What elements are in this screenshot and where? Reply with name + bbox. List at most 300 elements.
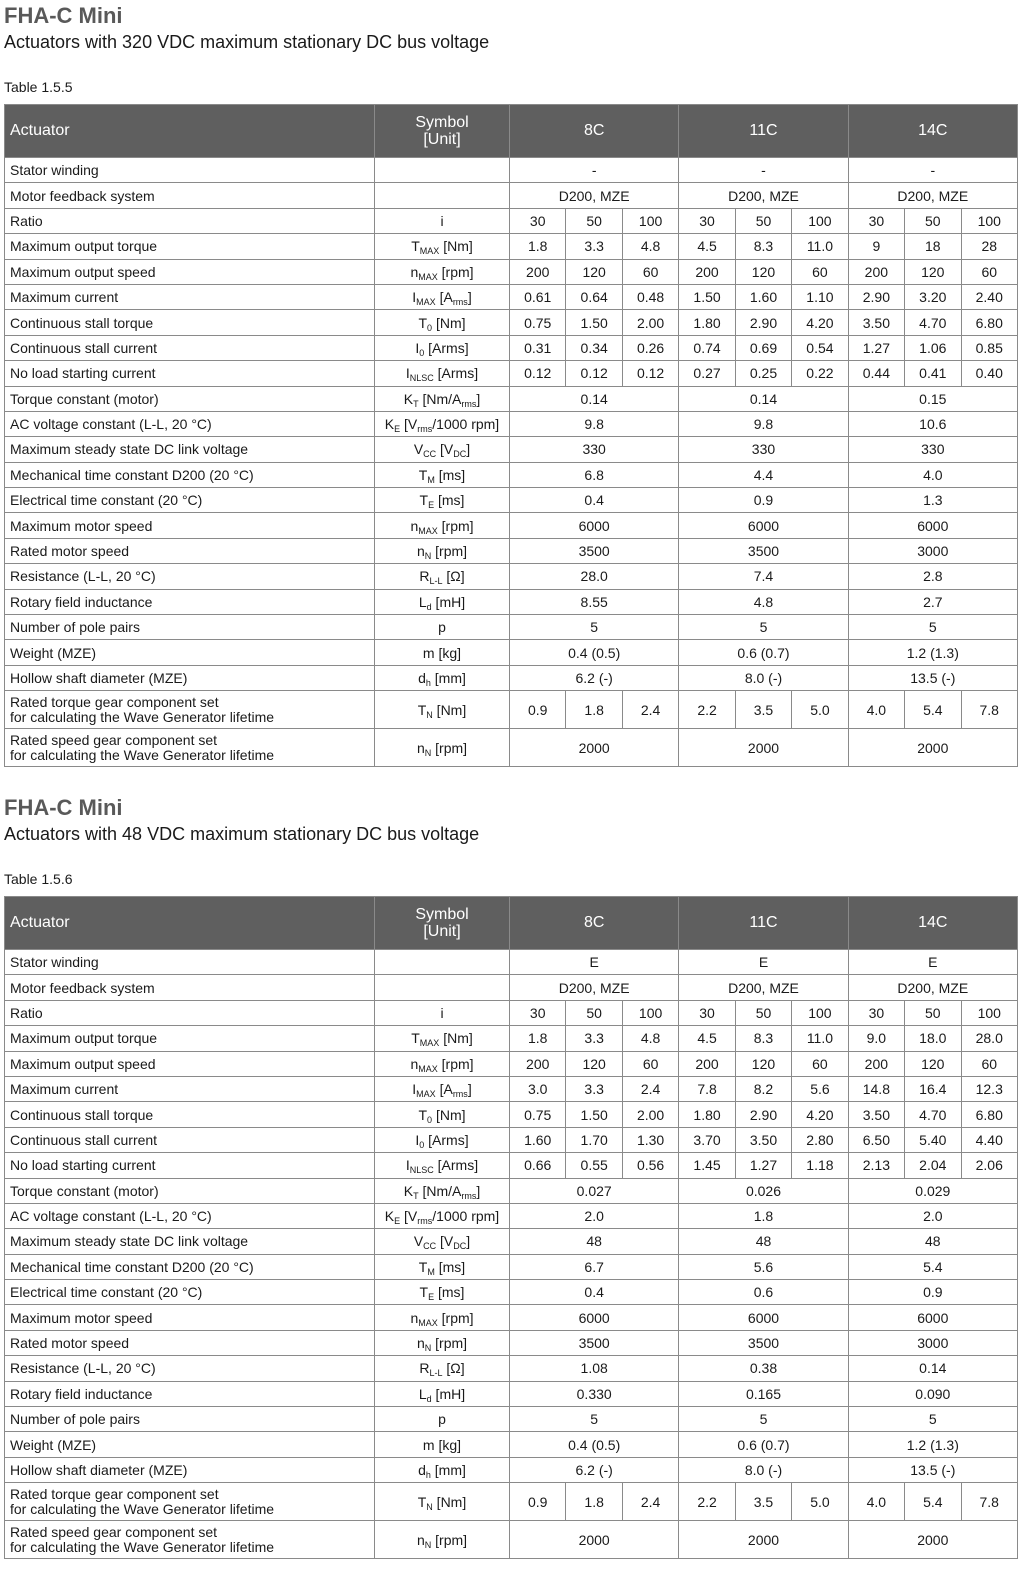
value-cell-merged: 330 <box>848 437 1017 462</box>
symbol-unit: [Nm] <box>439 238 473 255</box>
value-cell: 0.74 <box>679 335 735 360</box>
header-unit: [Unit] <box>423 923 461 940</box>
row-label <box>5 1153 375 1178</box>
row-symbol <box>375 975 510 1000</box>
symbol-unit: [mm] <box>430 670 466 686</box>
row-label <box>5 183 375 208</box>
unit-subscript: rms <box>461 398 477 409</box>
row-symbol <box>375 1483 510 1521</box>
row-symbol <box>375 1305 510 1330</box>
row-symbol <box>375 361 510 386</box>
value-cell: 1.8 <box>566 1483 622 1521</box>
row-label-line2: for calculating the Wave Generator lifetime <box>10 1538 275 1555</box>
value-cell-merged: 2.7 <box>848 589 1017 614</box>
value-cell: 0.22 <box>792 361 848 386</box>
row-label <box>5 1407 375 1432</box>
symbol-unit: [V <box>436 1233 454 1250</box>
symbol-subscript: E <box>394 1216 401 1227</box>
value-cell-merged: 2.0 <box>848 1203 1017 1228</box>
value-cell: 200 <box>679 1051 735 1076</box>
row-label-text: Maximum output torque <box>10 1030 158 1047</box>
symbol-unit: [mm] <box>430 1462 466 1478</box>
row-label <box>5 975 375 1000</box>
value-cell-merged: 5 <box>848 615 1017 640</box>
value-cell-merged: 2.8 <box>848 564 1017 589</box>
value-cell: 100 <box>961 1000 1017 1025</box>
table-row <box>5 335 1018 360</box>
row-symbol <box>375 1407 510 1432</box>
unit-end: ] <box>466 1233 471 1250</box>
unit-subscript: DC <box>453 1241 467 1252</box>
section-subtitle: Actuators with 320 VDC maximum stationary DC bus voltage <box>4 32 490 52</box>
row-symbol <box>375 538 510 563</box>
table-row <box>5 1457 1018 1482</box>
value-cell: 50 <box>905 1000 961 1025</box>
header-size-11c: 11C <box>679 105 848 158</box>
symbol-subscript: 0 <box>427 322 433 333</box>
value-cell-merged: 6.7 <box>510 1254 679 1279</box>
value-cell: 1.50 <box>566 310 622 335</box>
row-label-line1: Rated speed gear component set <box>10 731 218 748</box>
symbol-unit: [Arms] <box>424 339 469 356</box>
symbol-unit: [rpm] <box>431 739 468 756</box>
value-cell: 30 <box>510 1000 566 1025</box>
symbol-letter: d <box>418 670 426 686</box>
row-label-text: Continuous stall torque <box>10 1106 154 1123</box>
symbol-unit: [rpm] <box>437 1309 474 1326</box>
row-label <box>5 1229 375 1254</box>
value-cell: 2.4 <box>622 691 678 729</box>
value-cell: 3.5 <box>735 691 791 729</box>
table-row <box>5 1229 1018 1254</box>
value-cell: 1.10 <box>792 284 848 309</box>
value-cell-merged: 0.4 <box>510 1280 679 1305</box>
table-row <box>5 513 1018 538</box>
row-label-text: Torque constant (motor) <box>10 1182 159 1199</box>
value-cell: 5.4 <box>905 691 961 729</box>
row-label <box>5 1356 375 1381</box>
value-cell-merged: 2000 <box>510 1521 679 1559</box>
value-cell-merged: 2000 <box>848 729 1017 767</box>
value-cell-merged: 1.2 (1.3) <box>848 640 1017 665</box>
value-cell: 6.80 <box>961 310 1017 335</box>
row-symbol <box>375 1432 510 1457</box>
symbol-subscript: MAX <box>416 297 436 308</box>
symbol-unit: [ms] <box>434 466 466 483</box>
row-label <box>5 488 375 513</box>
value-cell: 0.44 <box>848 361 904 386</box>
value-cell: 12.3 <box>961 1076 1017 1101</box>
symbol-letter: T <box>411 238 420 255</box>
value-cell-merged: 4.0 <box>848 462 1017 487</box>
value-cell: 0.25 <box>735 361 791 386</box>
row-symbol <box>375 1178 510 1203</box>
value-cell: 60 <box>961 259 1017 284</box>
symbol-letter: n <box>416 543 425 560</box>
row-symbol <box>375 1026 510 1051</box>
value-cell: 1.50 <box>566 1102 622 1127</box>
symbol-letter: T <box>411 1030 420 1047</box>
row-symbol <box>375 335 510 360</box>
value-cell: 9.0 <box>848 1026 904 1051</box>
value-cell: 0.75 <box>510 1102 566 1127</box>
value-cell: 60 <box>792 1051 848 1076</box>
symbol-subscript: E <box>428 500 435 511</box>
symbol-letter: V <box>413 1233 424 1250</box>
value-cell: 0.26 <box>622 335 678 360</box>
spec-table-1-5-5 <box>4 104 1018 767</box>
row-label-text: AC voltage constant (L-L, 20 °C) <box>10 416 212 433</box>
value-cell-merged: 5 <box>848 1407 1017 1432</box>
value-cell: 1.60 <box>510 1127 566 1152</box>
value-cell: 3.3 <box>566 234 622 259</box>
symbol-subscript: E <box>428 1292 435 1303</box>
value-cell: 0.12 <box>510 361 566 386</box>
table-row <box>5 538 1018 563</box>
value-cell: 1.45 <box>679 1153 735 1178</box>
table-row <box>5 564 1018 589</box>
row-symbol <box>375 1203 510 1228</box>
symbol-subscript: h <box>425 1470 431 1480</box>
symbol-unit: [rpm] <box>437 517 474 534</box>
header-symbol-unit <box>375 105 510 158</box>
value-cell: 18.0 <box>905 1026 961 1051</box>
value-cell-merged: 6000 <box>848 513 1017 538</box>
value-cell: 5.4 <box>905 1483 961 1521</box>
symbol-subscript: d <box>426 601 432 612</box>
value-cell: 0.41 <box>905 361 961 386</box>
table-row <box>5 1280 1018 1305</box>
value-cell-merged: 3500 <box>510 538 679 563</box>
row-label-text: Maximum steady state DC link voltage <box>10 1233 249 1250</box>
value-cell-merged: 8.0 (-) <box>679 1457 848 1482</box>
value-cell: 1.50 <box>679 284 735 309</box>
symbol-letter: i <box>440 1004 444 1021</box>
row-label-text: No load starting current <box>10 1157 156 1174</box>
row-symbol <box>375 386 510 411</box>
row-symbol <box>375 437 510 462</box>
value-cell-merged: D200, MZE <box>848 975 1017 1000</box>
table-row <box>5 1254 1018 1279</box>
value-cell-merged: 2000 <box>848 1521 1017 1559</box>
row-label-text: Number of pole pairs <box>10 1411 140 1428</box>
value-cell: 28.0 <box>961 1026 1017 1051</box>
row-label-text: Mechanical time constant D200 (20 °C) <box>10 466 254 483</box>
row-label-text: No load starting current <box>10 365 156 382</box>
row-symbol <box>375 1254 510 1279</box>
row-symbol <box>375 183 510 208</box>
symbol-letter: T <box>419 1284 429 1301</box>
value-cell-merged: 0.14 <box>679 386 848 411</box>
value-cell: 0.48 <box>622 284 678 309</box>
value-cell: 2.4 <box>622 1076 678 1101</box>
value-cell: 0.9 <box>510 691 566 729</box>
row-label-text: Maximum motor speed <box>10 1309 153 1326</box>
row-label <box>5 1280 375 1305</box>
row-label <box>5 1203 375 1228</box>
value-cell: 0.85 <box>961 335 1017 360</box>
unit-end: ] <box>476 390 481 407</box>
symbol-subscript: N <box>424 1343 432 1354</box>
value-cell: 2.40 <box>961 284 1017 309</box>
value-cell: 3.3 <box>566 1026 622 1051</box>
row-label-text: Ratio <box>10 212 43 229</box>
value-cell-merged: 0.14 <box>510 386 679 411</box>
row-symbol <box>375 259 510 284</box>
value-cell-merged: 0.6 (0.7) <box>679 1432 848 1457</box>
header-size-11c: 11C <box>679 897 848 950</box>
symbol-letter: T <box>419 492 429 509</box>
value-cell: 60 <box>961 1051 1017 1076</box>
row-label <box>5 1432 375 1457</box>
header-size-8c: 8C <box>510 897 679 950</box>
table-row <box>5 437 1018 462</box>
table-row <box>5 284 1018 309</box>
value-cell: 120 <box>905 259 961 284</box>
value-cell-merged: 0.027 <box>510 1178 679 1203</box>
row-label-text: Maximum output speed <box>10 1055 156 1072</box>
row-symbol <box>375 1051 510 1076</box>
row-label-text: Motor feedback system <box>10 187 155 204</box>
row-label <box>5 158 375 183</box>
table-body <box>5 158 1018 767</box>
row-label <box>5 1051 375 1076</box>
value-cell-merged: 5.4 <box>848 1254 1017 1279</box>
value-cell: 2.90 <box>735 310 791 335</box>
symbol-unit: [rpm] <box>437 263 474 280</box>
value-cell: 2.04 <box>905 1153 961 1178</box>
value-cell: 8.2 <box>735 1076 791 1101</box>
symbol-unit: [Nm] <box>432 1106 466 1123</box>
symbol-letter: K <box>403 1182 414 1199</box>
section-subtitle: Actuators with 48 VDC maximum stationary DC bus voltage <box>4 824 480 844</box>
row-label <box>5 208 375 233</box>
value-cell: 50 <box>735 1000 791 1025</box>
row-label-line1: Rated torque gear component set <box>10 1485 219 1502</box>
symbol-unit: [V <box>436 441 454 458</box>
row-symbol <box>375 615 510 640</box>
symbol-letter: I <box>415 339 420 356</box>
value-cell: 1.80 <box>679 1102 735 1127</box>
header-symbol-unit <box>375 897 510 950</box>
value-cell: 11.0 <box>792 234 848 259</box>
symbol-letter: n <box>416 739 425 756</box>
table-row <box>5 234 1018 259</box>
table-row <box>5 183 1018 208</box>
value-cell-merged: 28.0 <box>510 564 679 589</box>
symbol-unit: [Nm/A <box>418 390 462 407</box>
row-symbol <box>375 513 510 538</box>
value-cell: 1.30 <box>622 1127 678 1152</box>
row-label-text: Continuous stall current <box>10 339 158 356</box>
value-cell-merged: 4.8 <box>679 589 848 614</box>
unit-subscript: DC <box>453 449 467 460</box>
table-row <box>5 411 1018 436</box>
row-label-text: Resistance (L-L, 20 °C) <box>10 568 156 585</box>
value-cell: 1.27 <box>848 335 904 360</box>
value-cell-merged: 2000 <box>510 729 679 767</box>
row-label <box>5 1305 375 1330</box>
value-cell: 200 <box>848 1051 904 1076</box>
value-cell-merged: 48 <box>679 1229 848 1254</box>
value-cell: 2.2 <box>679 691 735 729</box>
symbol-letter: I <box>412 289 417 306</box>
value-cell-merged: D200, MZE <box>679 183 848 208</box>
table-row <box>5 386 1018 411</box>
value-cell-merged: D200, MZE <box>848 183 1017 208</box>
value-cell-merged: 0.026 <box>679 1178 848 1203</box>
symbol-subscript: CC <box>423 1241 437 1252</box>
value-cell-merged: 1.8 <box>679 1203 848 1228</box>
value-cell-merged: 6000 <box>510 513 679 538</box>
value-cell: 0.34 <box>566 335 622 360</box>
symbol-subscript: NLSC <box>409 373 434 384</box>
value-cell: 4.8 <box>622 234 678 259</box>
table-row <box>5 1026 1018 1051</box>
value-cell-merged: 0.9 <box>848 1280 1017 1305</box>
table-row <box>5 640 1018 665</box>
symbol-letter: K <box>384 1208 395 1225</box>
row-label <box>5 1330 375 1355</box>
value-cell: 50 <box>566 208 622 233</box>
value-cell-merged: 6.8 <box>510 462 679 487</box>
value-cell: 5.0 <box>792 1483 848 1521</box>
value-cell-merged: 2.0 <box>510 1203 679 1228</box>
symbol-subscript: L-L <box>429 576 443 587</box>
symbol-unit: [A <box>435 1081 453 1098</box>
value-cell: 7.8 <box>961 691 1017 729</box>
value-cell: 120 <box>905 1051 961 1076</box>
row-symbol <box>375 1356 510 1381</box>
unit-end: /1000 rpm] <box>432 416 500 433</box>
symbol-subscript: E <box>394 424 401 435</box>
table-row <box>5 1381 1018 1406</box>
row-label-text: Stator winding <box>10 954 99 971</box>
value-cell: 3.70 <box>679 1127 735 1152</box>
value-cell-merged: 0.38 <box>679 1356 848 1381</box>
value-cell: 3.5 <box>735 1483 791 1521</box>
value-cell: 60 <box>792 259 848 284</box>
value-cell: 5.40 <box>905 1127 961 1152</box>
row-symbol <box>375 284 510 309</box>
symbol-subscript: MAX <box>419 246 440 257</box>
symbol-subscript: MAX <box>419 1038 440 1049</box>
value-cell: 4.40 <box>961 1127 1017 1152</box>
header-size-14c: 14C <box>848 897 1017 950</box>
row-symbol <box>375 1381 510 1406</box>
value-cell: 30 <box>679 208 735 233</box>
value-cell-merged: 0.165 <box>679 1381 848 1406</box>
value-cell-merged: 6000 <box>679 1305 848 1330</box>
table-row <box>5 1483 1018 1521</box>
row-label <box>5 1483 375 1521</box>
value-cell: 4.8 <box>622 1026 678 1051</box>
value-cell: 2.00 <box>622 310 678 335</box>
value-cell-merged: 9.8 <box>679 411 848 436</box>
value-cell-merged: 5 <box>510 1407 679 1432</box>
table-row <box>5 158 1018 183</box>
value-cell-merged: 8.0 (-) <box>679 665 848 690</box>
value-cell: 18 <box>905 234 961 259</box>
value-cell-merged: 3000 <box>848 538 1017 563</box>
row-label-text: Weight (MZE) <box>10 1436 97 1453</box>
value-cell: 1.80 <box>679 310 735 335</box>
symbol-letter: T <box>417 1493 427 1510</box>
row-label-text: Hollow shaft diameter (MZE) <box>10 670 188 686</box>
value-cell: 100 <box>622 208 678 233</box>
value-cell: 100 <box>622 1000 678 1025</box>
value-cell: 2.2 <box>679 1483 735 1521</box>
value-cell: 11.0 <box>792 1026 848 1051</box>
value-cell: 0.55 <box>566 1153 622 1178</box>
value-cell: 0.69 <box>735 335 791 360</box>
value-cell: 5.0 <box>792 691 848 729</box>
symbol-subscript: MAX <box>416 1089 436 1100</box>
row-label <box>5 361 375 386</box>
table-row <box>5 361 1018 386</box>
row-label-text: Maximum current <box>10 1081 119 1098</box>
value-cell-merged: 13.5 (-) <box>848 1457 1017 1482</box>
value-cell-merged: - <box>510 158 679 183</box>
value-cell: 8.3 <box>735 1026 791 1051</box>
symbol-letter: n <box>410 1309 419 1326</box>
symbol-unit: [mH] <box>431 1385 466 1402</box>
header-symbol: Symbol <box>415 906 469 923</box>
table-row <box>5 729 1018 767</box>
value-cell: 100 <box>792 1000 848 1025</box>
value-cell: 4.5 <box>679 234 735 259</box>
table-row <box>5 1305 1018 1330</box>
symbol-subscript: MAX <box>418 1063 438 1074</box>
symbol-letter: I <box>415 1131 420 1148</box>
value-cell-merged: 4.4 <box>679 462 848 487</box>
symbol-unit: [V <box>400 1208 418 1225</box>
row-label <box>5 1026 375 1051</box>
value-cell: 120 <box>566 1051 622 1076</box>
symbol-letter: K <box>384 416 395 433</box>
value-cell: 50 <box>566 1000 622 1025</box>
value-cell-merged: 6000 <box>848 1305 1017 1330</box>
value-cell: 0.40 <box>961 361 1017 386</box>
row-label <box>5 589 375 614</box>
symbol-subscript: h <box>425 678 431 688</box>
table-row <box>5 1521 1018 1559</box>
value-cell-merged: 0.4 (0.5) <box>510 640 679 665</box>
table-header-row <box>5 897 1018 950</box>
symbol-letter: T <box>418 466 428 483</box>
row-label-text: Number of pole pairs <box>10 619 140 636</box>
value-cell-merged: 6000 <box>510 1305 679 1330</box>
value-cell: 7.8 <box>679 1076 735 1101</box>
row-label-line2: for calculating the Wave Generator lifetime <box>10 708 275 725</box>
symbol-subscript: N <box>424 747 432 758</box>
value-cell: 30 <box>848 208 904 233</box>
unit-subscript: rms <box>461 1190 477 1201</box>
row-symbol <box>375 158 510 183</box>
row-symbol <box>375 665 510 690</box>
value-cell-merged: 0.6 <box>679 1280 848 1305</box>
value-cell-merged: 5 <box>510 615 679 640</box>
row-symbol <box>375 564 510 589</box>
value-cell-merged: 0.9 <box>679 488 848 513</box>
table-row <box>5 1127 1018 1152</box>
symbol-letter: L <box>418 593 427 610</box>
row-label <box>5 259 375 284</box>
row-label-line1: Rated torque gear component set <box>10 693 219 710</box>
header-actuator: Actuator <box>5 105 375 158</box>
row-label <box>5 1381 375 1406</box>
table-row <box>5 1102 1018 1127</box>
